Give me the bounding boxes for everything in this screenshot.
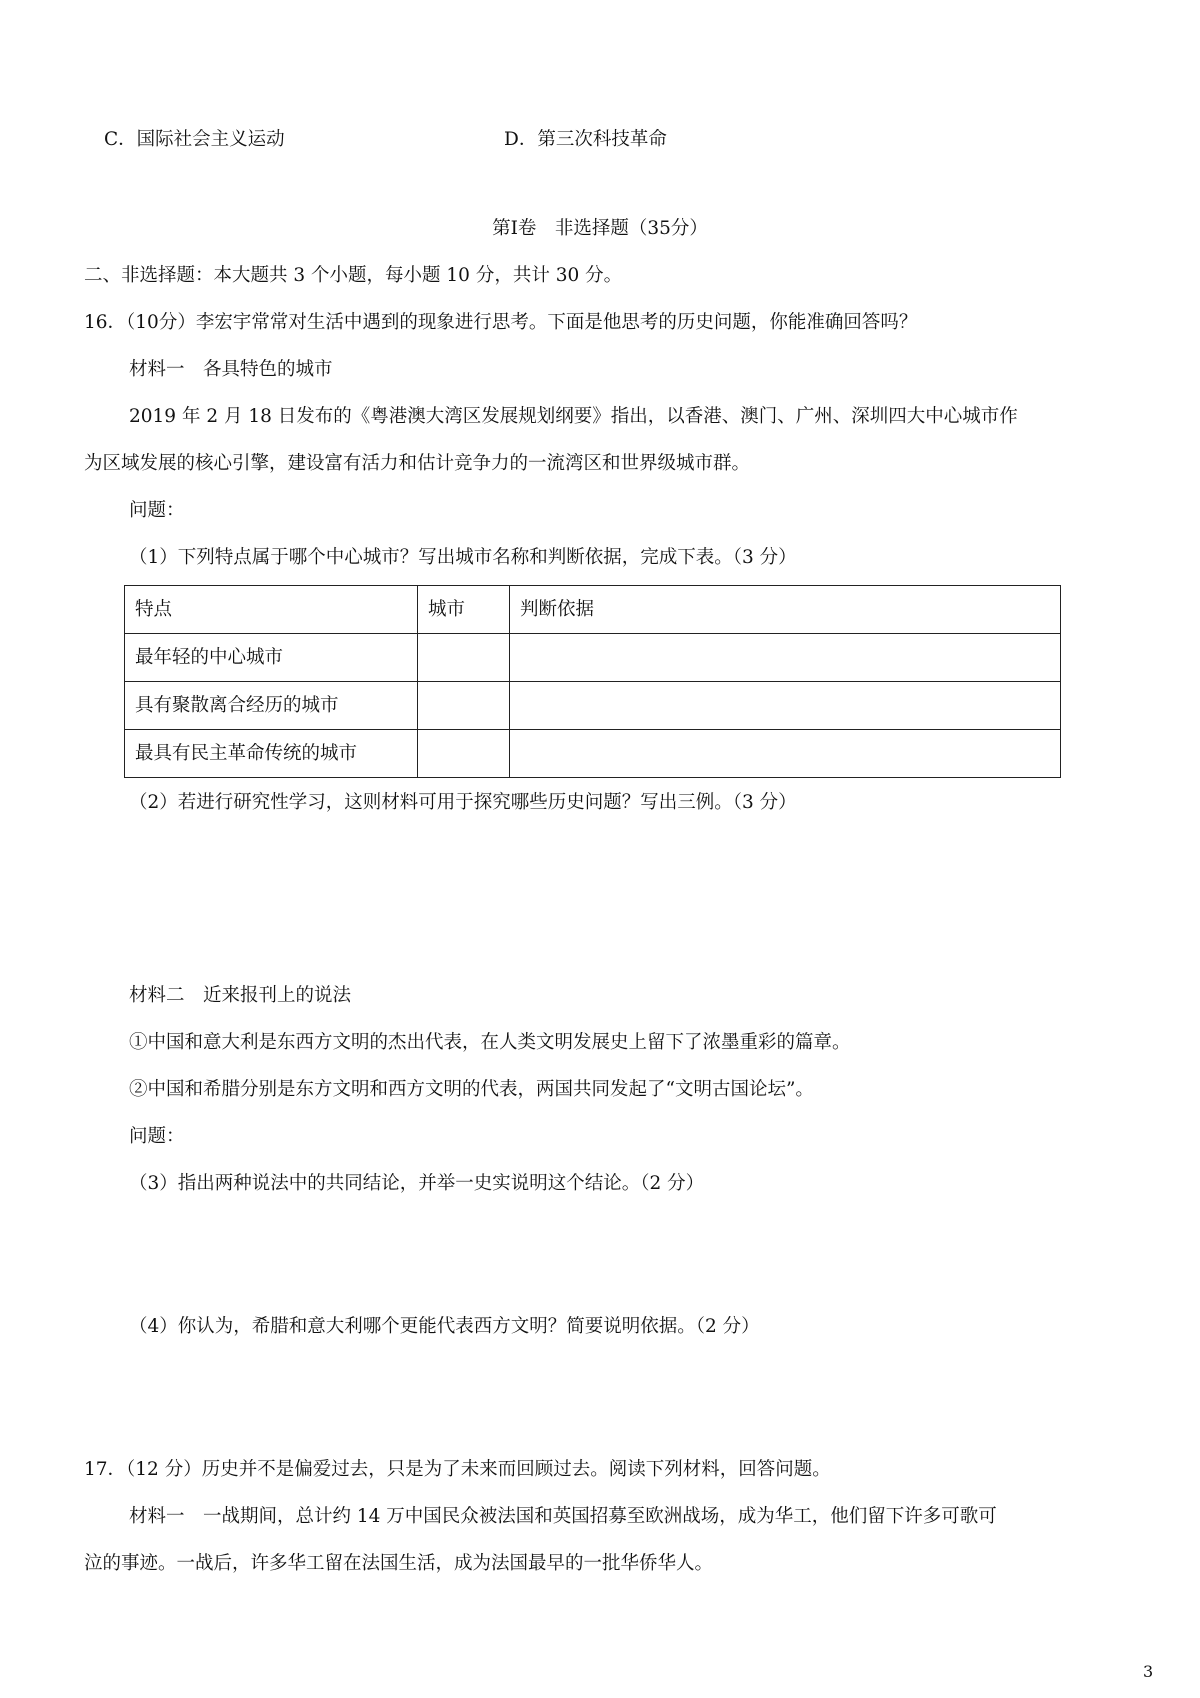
table-row: [125, 682, 1061, 730]
table-cell-feature: 具有聚散离合经历的城市: [125, 682, 418, 730]
table-cell-basis[interactable]: [510, 730, 1061, 778]
q16-sub4: （4）你认为，希腊和意大利哪个更能代表西方文明？简要说明依据。（2 分）: [129, 1316, 760, 1337]
q17-stem: 17．（12 分）历史并不是偏爱过去，只是为了未来而回顾过去。阅读下列材料，回答问题。: [84, 1459, 831, 1480]
table-cell-basis[interactable]: [510, 634, 1061, 682]
table-cell-city[interactable]: [418, 634, 510, 682]
q16-material1-line2: 为区域发展的核心引擎，建设富有活力和估计竞争力的一流湾区和世界级城市群。: [84, 453, 751, 474]
table-header-cell: 城市: [418, 586, 510, 634]
section-intro: 二、非选择题：本大题共 3 个小题，每小题 10 分，共计 30 分。: [84, 265, 623, 286]
table-cell-feature: 最年轻的中心城市: [125, 634, 418, 682]
page-number: 3: [1143, 1662, 1154, 1681]
option-d: D．第三次科技革命: [504, 129, 667, 150]
option-c: C．国际社会主义运动: [104, 129, 285, 150]
q17-material1-line1: 材料一 一战期间，总计约 14 万中国民众被法国和英国招募至欧洲战场，成为华工，他们留下许多可歌可: [129, 1506, 997, 1527]
q17-material1-line2: 泣的事迹。一战后，许多华工留在法国生活，成为法国最早的一批华侨华人。: [84, 1553, 714, 1574]
q16-sub3: （3）指出两种说法中的共同结论，并举一史实说明这个结论。（2 分）: [129, 1173, 705, 1194]
table-cell-feature: 最具有民主革命传统的城市: [125, 730, 418, 778]
table-cell-city[interactable]: [418, 730, 510, 778]
section-title: 第Ⅰ卷 非选择题（35分）: [492, 218, 708, 239]
q16-sub2: （2）若进行研究性学习，这则材料可用于探究哪些历史问题？写出三例。（3 分）: [129, 792, 797, 813]
q16-statement1: ①中国和意大利是东西方文明的杰出代表，在人类文明发展史上留下了浓墨重彩的篇章。: [129, 1032, 851, 1053]
table-header-row: [125, 586, 1061, 634]
q16-material1-title: 材料一 各具特色的城市: [129, 359, 333, 380]
q16-material1-line1: 2019 年 2 月 18 日发布的《粤港澳大湾区发展规划纲要》指出，以香港、澳门、广州、深圳四大中心城市作: [129, 406, 1018, 427]
q16-statement2: ②中国和希腊分别是东方文明和西方文明的代表，两国共同发起了“文明古国论坛”。: [129, 1079, 814, 1100]
table-row: [125, 634, 1061, 682]
table-cell-basis[interactable]: [510, 682, 1061, 730]
table-header-cell: 判断依据: [510, 586, 1061, 634]
q16-question-label-2: 问题：: [129, 1126, 185, 1147]
q16-stem: 16．（10分）李宏宇常常对生活中遇到的现象进行思考。下面是他思考的历史问题，你能准确回答吗？: [84, 312, 918, 333]
table-cell-city[interactable]: [418, 682, 510, 730]
q16-question-label-1: 问题：: [129, 500, 185, 521]
table-header-cell: 特点: [125, 586, 418, 634]
city-table: [124, 585, 1061, 778]
q16-sub1: （1）下列特点属于哪个中心城市？写出城市名称和判断依据，完成下表。（3 分）: [129, 547, 797, 568]
q16-material2-title: 材料二 近来报刊上的说法: [129, 985, 352, 1006]
table-row: [125, 730, 1061, 778]
